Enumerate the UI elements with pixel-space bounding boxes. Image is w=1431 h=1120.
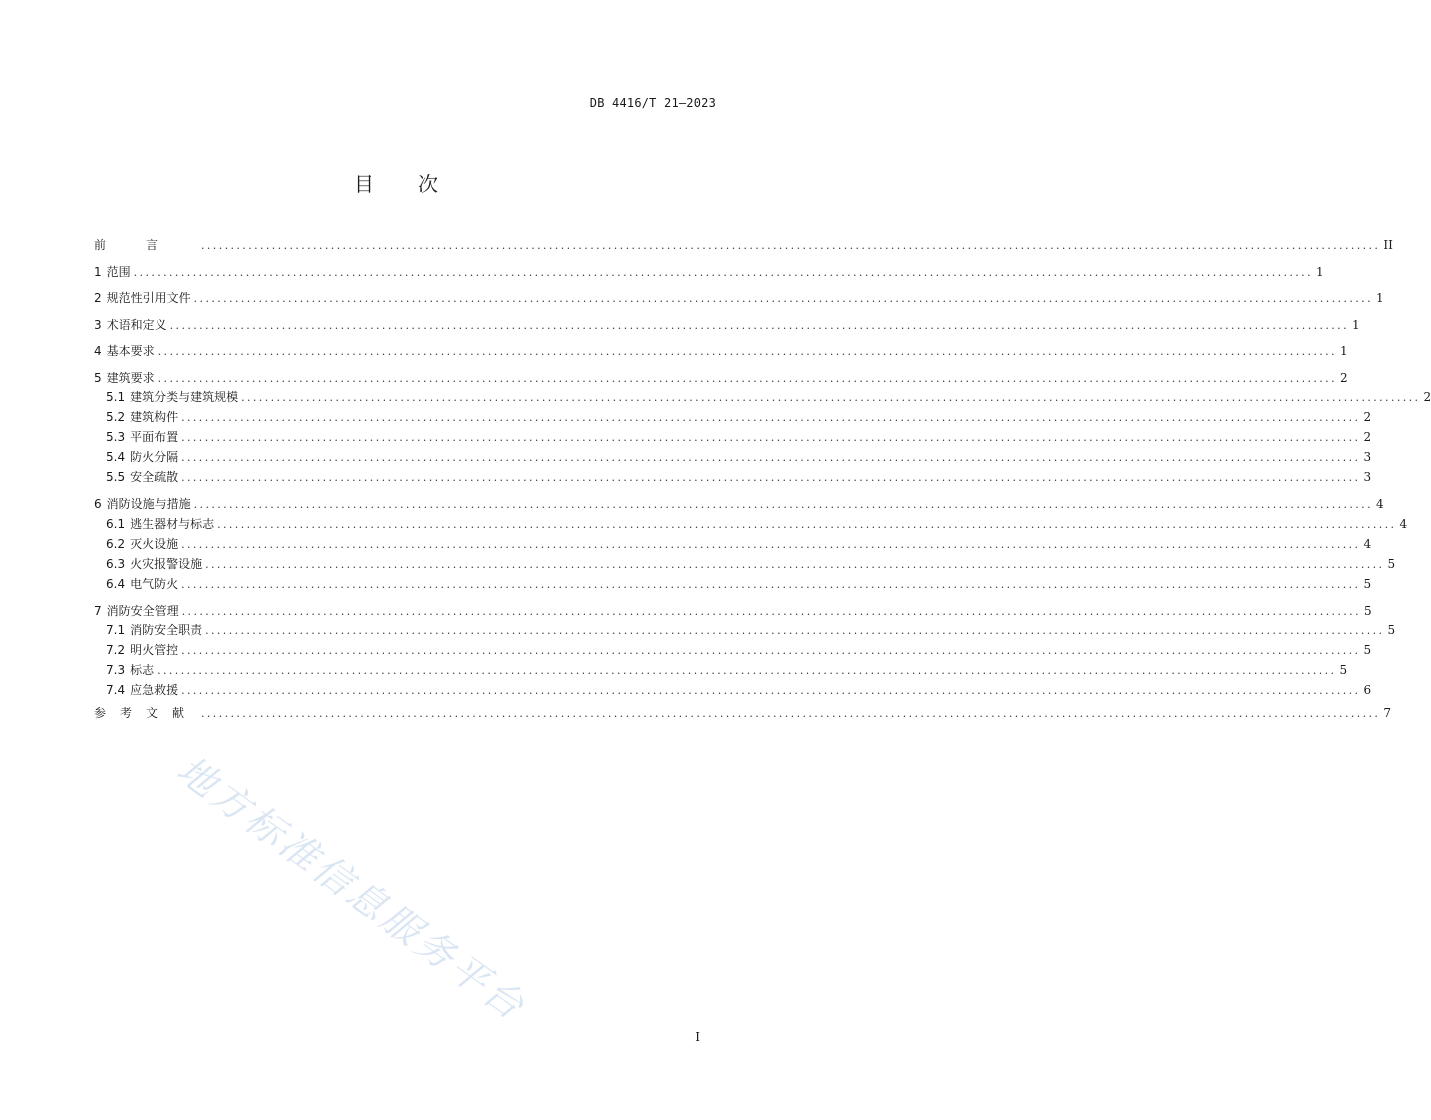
toc-entry-6-3[interactable]	[94, 554, 1396, 574]
toc-entry-number: 4	[94, 344, 102, 358]
toc-entry-title: 消防安全职责	[130, 623, 203, 637]
toc-entry-title: 火灾报警设施	[130, 556, 203, 571]
toc-leader-dots: ........................................................................................................................................................................................................	[193, 498, 1373, 511]
toc-entry-7-1[interactable]	[94, 620, 1396, 640]
toc-leader-dots: ........................................................................................................................................................................................................	[181, 451, 1361, 464]
toc-entry-title: 建筑构件	[130, 410, 179, 424]
toc-entry-number: 5.1	[106, 390, 126, 404]
toc-entry-7-2[interactable]	[94, 640, 1372, 660]
toc-entry-5-1[interactable]	[94, 387, 1431, 407]
toc-leader-dots: ........................................................................................................................................................................................................	[205, 624, 1385, 637]
toc-entry-number: 7.4	[106, 683, 126, 697]
toc-entry-title: 范围	[106, 264, 131, 279]
toc-entry-6-4[interactable]	[94, 574, 1372, 594]
toc-entry-5-3[interactable]	[94, 427, 1372, 447]
toc-entry-page: 2	[1363, 410, 1372, 424]
toc-entry-title: 规范性引用文件	[106, 291, 191, 305]
toc-entry-title: 平面布置	[130, 430, 179, 444]
toc-title	[0, 168, 792, 197]
toc-entry-number: 7	[94, 603, 102, 618]
toc-entry-title: 防火分隔	[130, 450, 179, 464]
toc-entry-page: 1	[1351, 317, 1360, 332]
watermark: 地方标准信息服务平台	[168, 747, 535, 1030]
toc-entry-number: 6	[94, 497, 102, 511]
toc-leader-dots: ........................................................................................................................................................................................................	[181, 604, 1361, 618]
toc-entry-references[interactable]	[94, 700, 1391, 727]
toc-entry-title: 消防设施与措施	[106, 497, 191, 511]
toc-leader-dots: ........................................................................................................................................................................................................	[201, 239, 1381, 252]
toc-title-char-2: 次	[418, 172, 438, 196]
toc-leader-dots: ........................................................................................................................................................................................................	[181, 411, 1361, 424]
toc-entry-page: 5	[1339, 663, 1348, 677]
toc-entry-number: 5	[94, 370, 102, 385]
toc-entry-number: 7.2	[106, 643, 126, 657]
toc-entry-page: 3	[1363, 450, 1372, 464]
toc-title-char-1: 目	[354, 172, 374, 196]
toc-entry-page: 5	[1363, 603, 1372, 618]
toc-entry-5-4[interactable]	[94, 447, 1372, 467]
toc-entry-page: 2	[1339, 370, 1348, 385]
toc-entry-7-4[interactable]	[94, 680, 1372, 700]
toc-entry-number: 5.2	[106, 410, 126, 424]
toc-entry-page: 5	[1363, 576, 1372, 591]
toc-leader-dots: ........................................................................................................................................................................................................	[217, 517, 1397, 531]
toc-entry-title: 标志	[130, 663, 155, 677]
toc-entry-page: II	[1383, 238, 1393, 252]
toc-entry-title: 术语和定义	[106, 317, 167, 332]
toc-leader-dots: ........................................................................................................................................................................................................	[241, 391, 1421, 404]
toc-leader-dots: ........................................................................................................................................................................................................	[157, 371, 1337, 385]
toc-leader-dots: ........................................................................................................................................................................................................	[193, 292, 1373, 305]
toc-entry-title: 建筑分类与建筑规模	[130, 390, 239, 404]
toc-leader-dots: ........................................................................................................................................................................................................	[181, 471, 1361, 484]
toc-entry-title: 逃生器材与标志	[130, 516, 215, 531]
toc-entry-title: 前言	[94, 238, 199, 252]
toc-entry-title: 参考文献	[94, 706, 199, 720]
document-code: DB 4416/T 21—2023	[589, 96, 716, 110]
toc-entry-number: 5.5	[106, 470, 126, 484]
table-of-contents	[94, 232, 1431, 727]
toc-entry-page: 6	[1363, 683, 1372, 697]
toc-entry-page: 3	[1363, 470, 1372, 484]
toc-entry-foreword[interactable]	[94, 232, 1393, 259]
toc-leader-dots: ........................................................................................................................................................................................................	[181, 431, 1361, 444]
toc-entry-6-2[interactable]	[94, 534, 1372, 554]
toc-entry-5-2[interactable]	[94, 407, 1372, 427]
toc-entry-number: 7.1	[106, 623, 126, 637]
toc-entry-page: 1	[1315, 264, 1324, 279]
toc-entry-number: 2	[94, 291, 102, 305]
toc-entry-page: 5	[1387, 623, 1396, 637]
toc-entry-title: 灭火设施	[130, 536, 179, 551]
toc-entry-page: 2	[1363, 430, 1372, 444]
page-number: I	[695, 1030, 700, 1044]
toc-leader-dots: ........................................................................................................................................................................................................	[133, 265, 1313, 279]
toc-entry-number: 6.4	[106, 576, 126, 591]
toc-entry-number: 5.3	[106, 430, 126, 444]
toc-leader-dots: ........................................................................................................................................................................................................	[181, 644, 1361, 657]
toc-leader-dots: ........................................................................................................................................................................................................	[169, 318, 1349, 332]
toc-entry-title: 建筑要求	[106, 370, 155, 385]
toc-entry-page: 2	[1423, 390, 1431, 404]
toc-leader-dots: ........................................................................................................................................................................................................	[157, 664, 1337, 677]
toc-leader-dots: ........................................................................................................................................................................................................	[201, 707, 1381, 720]
toc-entry-number: 6.2	[106, 536, 126, 551]
toc-leader-dots: ........................................................................................................................................................................................................	[157, 345, 1337, 358]
toc-entry-page: 4	[1399, 516, 1408, 531]
toc-entry-title: 安全疏散	[130, 470, 179, 484]
toc-entry-page: 4	[1363, 536, 1372, 551]
toc-entry-page: 4	[1375, 497, 1384, 511]
toc-entry-title: 基本要求	[106, 344, 155, 358]
toc-entry-title: 明火管控	[130, 643, 179, 657]
toc-entry-title: 电气防火	[130, 576, 179, 591]
toc-entry-number: 3	[94, 317, 102, 332]
toc-entry-page: 1	[1339, 344, 1348, 358]
toc-entry-1[interactable]	[94, 259, 1324, 286]
toc-entry-number: 6.1	[106, 516, 126, 531]
toc-entry-title: 消防安全管理	[106, 603, 179, 618]
toc-entry-number: 1	[94, 264, 102, 279]
toc-entry-6-1[interactable]	[94, 514, 1408, 534]
toc-entry-7-3[interactable]	[94, 660, 1348, 680]
toc-leader-dots: ........................................................................................................................................................................................................	[205, 557, 1385, 571]
toc-leader-dots: ........................................................................................................................................................................................................	[181, 684, 1361, 697]
toc-entry-number: 5.4	[106, 450, 126, 464]
toc-entry-5-5[interactable]	[94, 467, 1372, 487]
toc-entry-3[interactable]	[94, 312, 1360, 339]
toc-entry-page: 7	[1383, 706, 1391, 720]
toc-leader-dots: ........................................................................................................................................................................................................	[181, 577, 1361, 591]
toc-entry-2[interactable]	[94, 285, 1384, 312]
toc-entry-title: 应急救援	[130, 683, 179, 697]
toc-entry-number: 6.3	[106, 556, 126, 571]
toc-entry-page: 1	[1375, 291, 1384, 305]
toc-entry-4[interactable]	[94, 338, 1348, 365]
toc-entry-number: 7.3	[106, 663, 126, 677]
toc-entry-page: 5	[1363, 643, 1372, 657]
toc-entry-page: 5	[1387, 556, 1396, 571]
toc-leader-dots: ........................................................................................................................................................................................................	[181, 537, 1361, 551]
